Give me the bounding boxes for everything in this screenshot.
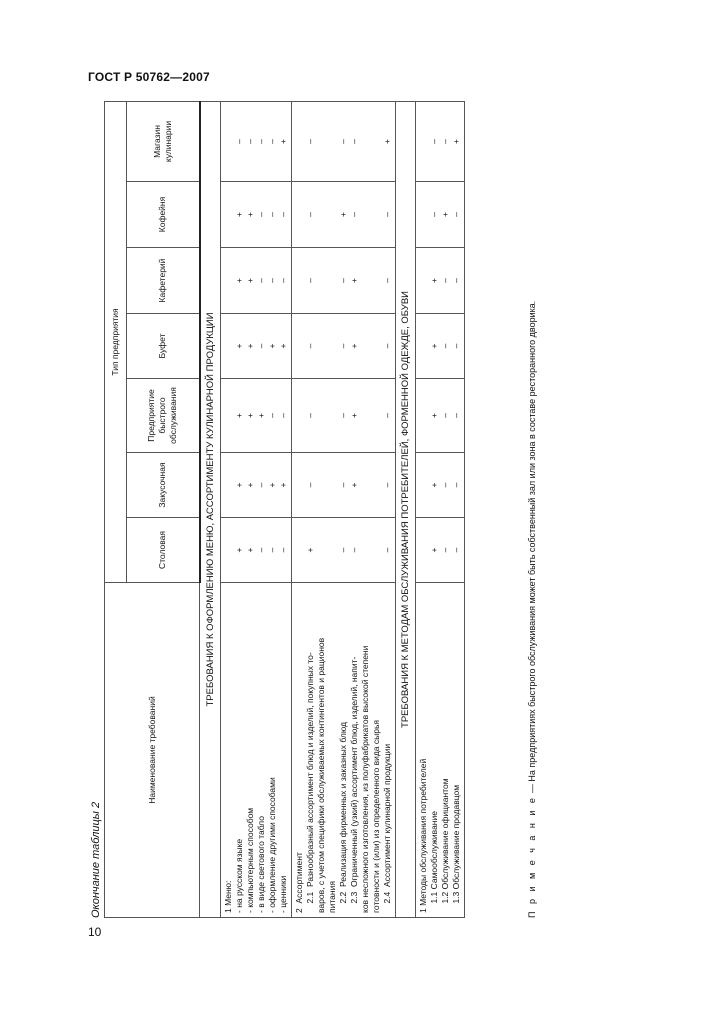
mark-cell	[220, 314, 291, 379]
mark: +	[428, 413, 439, 418]
mark-cell	[220, 248, 291, 314]
requirement-cell	[291, 583, 395, 918]
mark: –	[337, 278, 348, 283]
mark	[371, 102, 382, 181]
mark: –	[244, 139, 255, 144]
requirement-line: 2.4 Ассортимент кулинарной продукции	[381, 743, 392, 913]
mark	[294, 453, 305, 517]
mark	[360, 453, 371, 517]
requirement-line: 2.2 Реализация фирменных и заказных блюд	[337, 722, 348, 913]
mark: –	[381, 278, 392, 283]
requirement-line: питания	[326, 881, 337, 913]
mark-cell	[291, 182, 395, 248]
mark: –	[450, 547, 461, 553]
mark-cell	[415, 101, 464, 181]
mark: +	[233, 482, 244, 488]
mark	[294, 518, 305, 582]
mark: +	[450, 138, 461, 144]
mark: +	[233, 547, 244, 553]
col-header-type: Предприятие быстрого обслуживания	[127, 379, 200, 453]
note-label: П р и м е ч а н и е	[527, 795, 537, 918]
mark: +	[304, 547, 315, 553]
mark: –	[304, 212, 315, 217]
mark	[327, 248, 338, 313]
mark-cell	[220, 518, 291, 583]
mark: +	[348, 413, 359, 418]
mark	[327, 453, 338, 517]
mark	[294, 379, 305, 452]
mark	[294, 248, 305, 313]
requirement-line: - в виде светового табло	[255, 816, 266, 913]
mark: +	[277, 482, 288, 488]
mark-cell	[220, 182, 291, 248]
mark	[418, 453, 429, 517]
mark	[418, 248, 429, 313]
mark: –	[277, 278, 288, 283]
col-header-type: Буфет	[127, 314, 200, 379]
col-header-type: Кофейня	[127, 182, 200, 248]
mark: –	[439, 139, 450, 144]
mark-cell	[415, 379, 464, 453]
mark	[418, 518, 429, 582]
requirement-line: - оформление другими способами	[266, 777, 277, 913]
mark: +	[428, 343, 439, 349]
requirement-line: ков несложного изготовления, из полуфабрикатов высокой степени	[359, 645, 370, 913]
mark	[371, 314, 382, 378]
mark: –	[255, 547, 266, 553]
mark	[316, 102, 327, 181]
mark: –	[450, 278, 461, 283]
mark	[371, 453, 382, 517]
mark: +	[244, 343, 255, 349]
mark-cell	[291, 101, 395, 181]
mark: –	[439, 413, 450, 418]
requirement-line: - на русском языке	[233, 838, 244, 913]
mark: –	[439, 343, 450, 349]
mark: –	[304, 343, 315, 349]
mark: +	[277, 343, 288, 349]
requirement-line: варов, с учетом специфики обслуживаемых контингентов и рационов	[315, 637, 326, 913]
mark-cell	[220, 379, 291, 453]
mark-cell	[415, 453, 464, 518]
requirement-line: - компьютерным способом	[244, 807, 255, 913]
mark: –	[439, 482, 450, 488]
mark-cell	[291, 453, 395, 518]
mark	[223, 314, 234, 378]
mark: –	[450, 482, 461, 488]
mark-cell	[415, 518, 464, 583]
mark	[294, 102, 305, 181]
mark	[223, 248, 234, 313]
mark: +	[277, 138, 288, 144]
mark: +	[244, 482, 255, 488]
mark: –	[450, 413, 461, 418]
mark: –	[304, 413, 315, 418]
mark: –	[304, 278, 315, 283]
requirement-line: 2 Ассортимент	[293, 852, 304, 913]
requirement-cell	[220, 583, 291, 918]
mark	[316, 518, 327, 582]
mark: +	[348, 482, 359, 488]
mark: –	[450, 343, 461, 349]
note-text: — На предприятиях быстрого обслуживания может быть собственный зал или зона в составе ресторанного дворика.	[527, 300, 537, 796]
mark: –	[255, 343, 266, 349]
mark	[316, 379, 327, 452]
mark: –	[266, 413, 277, 418]
mark: –	[381, 482, 392, 488]
mark: +	[233, 212, 244, 217]
table-row	[220, 101, 291, 917]
requirement-cell	[415, 583, 464, 918]
mark: +	[233, 413, 244, 418]
mark: –	[255, 482, 266, 488]
section-row	[200, 101, 221, 917]
mark-cell	[220, 453, 291, 518]
requirement-line: 2.1 Разнообразный ассортимент блюд и изделий, покупных то-	[304, 652, 315, 913]
mark: –	[304, 482, 315, 488]
mark-cell	[291, 518, 395, 583]
mark	[327, 518, 338, 582]
mark	[294, 182, 305, 247]
col-header-type: Закусочная	[127, 453, 200, 518]
mark: –	[348, 547, 359, 553]
mark	[371, 182, 382, 247]
mark: –	[255, 278, 266, 283]
mark: +	[348, 278, 359, 283]
mark-cell	[415, 314, 464, 379]
mark: –	[450, 212, 461, 217]
mark	[223, 182, 234, 247]
mark: +	[244, 278, 255, 283]
mark: +	[244, 413, 255, 418]
mark-cell	[291, 379, 395, 453]
table-caption: Окончание таблицы 2	[90, 801, 102, 918]
mark: –	[337, 413, 348, 418]
table-note	[526, 108, 538, 918]
table-row	[291, 101, 395, 917]
mark	[223, 102, 234, 181]
mark	[360, 248, 371, 313]
mark: –	[337, 482, 348, 488]
mark	[316, 182, 327, 247]
mark	[418, 379, 429, 452]
table-row	[415, 101, 464, 917]
mark	[327, 314, 338, 378]
mark: –	[255, 212, 266, 217]
mark: –	[277, 212, 288, 217]
document-header: ГОСТ Р 50762—2007	[88, 70, 210, 84]
col-header-type: Кафетерий	[127, 248, 200, 314]
mark: –	[304, 139, 315, 144]
mark: –	[337, 547, 348, 553]
mark: –	[266, 139, 277, 144]
mark: +	[244, 212, 255, 217]
mark: +	[348, 343, 359, 349]
requirement-line: 1 Методы обслуживания потребителей	[417, 758, 428, 913]
mark: –	[381, 413, 392, 418]
mark	[327, 182, 338, 247]
mark: –	[255, 139, 266, 144]
col-header-type: Столовая	[127, 518, 200, 583]
mark: –	[428, 139, 439, 144]
mark	[316, 248, 327, 313]
mark: –	[337, 343, 348, 349]
mark	[360, 379, 371, 452]
col-header-type-group: Тип предприятия	[105, 101, 127, 582]
mark: –	[266, 278, 277, 283]
mark	[327, 379, 338, 452]
col-header-type: Магазин кулинарии	[127, 101, 200, 181]
requirement-line: 1 Меню:	[222, 880, 233, 913]
mark	[360, 182, 371, 247]
mark	[223, 379, 234, 452]
mark: –	[348, 212, 359, 217]
mark	[418, 314, 429, 378]
mark: –	[381, 212, 392, 217]
mark-cell	[220, 101, 291, 181]
mark: +	[266, 343, 277, 349]
mark	[294, 314, 305, 378]
mark	[223, 453, 234, 517]
mark: –	[337, 139, 348, 144]
mark: +	[428, 482, 439, 488]
requirement-line: 2.3 Ограниченный (узкий) ассортимент блюд, изделий, напит-	[348, 656, 359, 913]
mark	[360, 314, 371, 378]
mark: –	[266, 547, 277, 553]
requirement-line: 1.1 Самообслуживание	[428, 811, 439, 913]
mark	[327, 102, 338, 181]
mark: –	[277, 547, 288, 553]
mark: –	[439, 547, 450, 553]
mark: +	[266, 482, 277, 488]
page-number: 10	[88, 925, 102, 939]
mark-cell	[415, 248, 464, 314]
mark-cell	[291, 314, 395, 379]
mark	[360, 518, 371, 582]
mark: +	[233, 278, 244, 283]
requirement-line: 1.2 Обслуживание официантом	[439, 778, 450, 913]
mark: +	[337, 212, 348, 217]
col-header-name: Наименование требований	[105, 583, 200, 918]
mark: –	[277, 413, 288, 418]
mark: +	[233, 343, 244, 349]
mark	[418, 102, 429, 181]
mark: –	[439, 278, 450, 283]
mark: –	[428, 212, 439, 217]
mark: –	[233, 139, 244, 144]
mark	[316, 453, 327, 517]
section-title: ТРЕБОВАНИЯ К МЕТОДАМ ОБСЛУЖИВАНИЯ ПОТРЕБИТЕЛЕЙ, ФОРМЕННОЙ ОДЕЖДЕ, ОБУВИ	[395, 101, 415, 917]
mark	[316, 314, 327, 378]
mark: –	[381, 343, 392, 349]
mark: +	[428, 547, 439, 553]
mark: +	[381, 138, 392, 144]
mark: +	[439, 212, 450, 217]
mark-cell	[415, 182, 464, 248]
mark: +	[244, 547, 255, 553]
mark: –	[266, 212, 277, 217]
mark: +	[428, 278, 439, 283]
rotated-table-page	[90, 102, 570, 918]
mark	[371, 518, 382, 582]
requirement-line: 1.3 Обслуживание продавцом	[450, 784, 461, 913]
mark	[223, 518, 234, 582]
mark: –	[381, 547, 392, 553]
requirement-line: готовности и (или) из определенного вида сырья	[370, 719, 381, 913]
mark: +	[255, 413, 266, 418]
mark: –	[348, 139, 359, 144]
mark	[371, 379, 382, 452]
section-title: ТРЕБОВАНИЯ К ОФОРМЛЕНИЮ МЕНЮ, АССОРТИМЕНТУ КУЛИНАРНОЙ ПРОДУКЦИИ	[200, 101, 221, 917]
requirements-table	[104, 101, 465, 918]
mark	[371, 248, 382, 313]
requirement-line: - ценники	[277, 875, 288, 913]
mark	[418, 182, 429, 247]
mark-cell	[291, 248, 395, 314]
section-row	[395, 101, 415, 917]
mark	[360, 102, 371, 181]
